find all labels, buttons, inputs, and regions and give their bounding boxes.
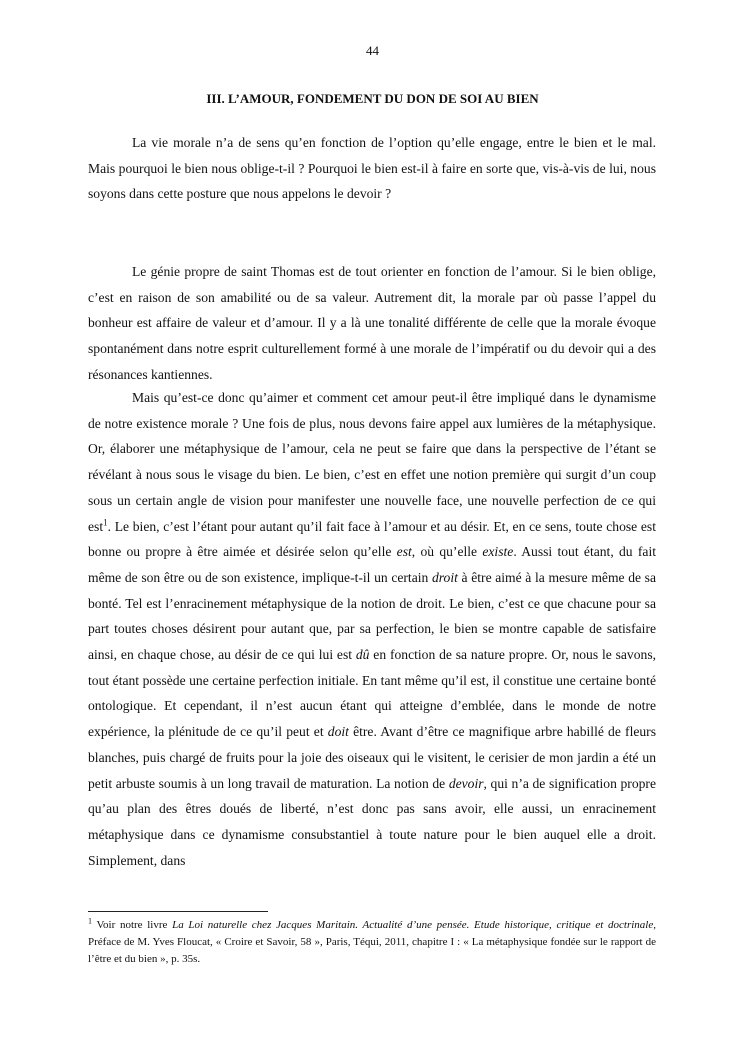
- emphasis-doit: doit: [327, 724, 349, 740]
- footnote-book-title: La Loi naturelle chez Jacques Maritain. Actualité d’une pensée. Etude historique, critique et doctrinale,: [172, 919, 656, 931]
- emphasis-droit: droit: [431, 569, 458, 585]
- paragraph-2: Le génie propre de saint Thomas est de tout orienter en fonction de l’amour. Si le bien oblige, c’est en raison de son amabilité ou de sa valeur. Autrement dit, la morale par où passe l’appel du bonheur est affaire de valeur et d’amour. Il y a là une tonalité différente de celle que la morale évoque spontanément dans notre esprit culturellement formé à une morale de l’impératif ou du devoir qui a des résonances kantiennes.: [88, 264, 656, 382]
- paragraph-3-text: en fonction de sa nature propre. Or, nous le savons, tout étant possède une certaine perfection initiale. En tant même qu’il est, il constitue une certaine bonté ontologique. Et cependant, il n’est aucun étant qui atteigne d’emblée, dans le monde de notre expérience, la plénitude de ce qu’il peut et: [88, 647, 657, 740]
- emphasis-devoir: devoir: [448, 775, 484, 791]
- paragraph-3-text: , où qu’elle: [411, 544, 483, 560]
- emphasis-du: dû: [355, 647, 370, 663]
- page-number: 44: [366, 43, 379, 58]
- paragraph-3-text: , qui n’a de signification propre qu’au plan des êtres doués de liberté, n’est donc pas sans avoir, elle aussi, un enracinement métaphysique dans ce dynamisme consubstantiel à toute nature pour le bien auquel elle a droit. Simplement, dans: [88, 775, 656, 868]
- emphasis-existe: existe: [482, 544, 514, 560]
- footnote-text: Voir notre livre: [92, 919, 173, 931]
- footnote-reference: 1: [103, 516, 108, 527]
- footnote-text: Préface de M. Yves Floucat, « Croire et Savoir, 58 », Paris, Téqui, 2011, chapitre I : « La métaphysique fondée sur le rapport de l’être et du bien », p. 35s.: [88, 936, 656, 965]
- paragraph-3-text: être. Avant d’être ce magnifique arbre habillé de fleurs blanches, puis chargé de fruits pour la joie des oiseaux qui le visitent, le cerisier de mon jardin a été un petit arbuste soumis à un long travail de maturation. La notion de: [88, 724, 656, 791]
- footnote-number: 1: [88, 916, 92, 926]
- paragraph-3-text: Mais qu’est-ce donc qu’aimer et comment cet amour peut-il être impliqué dans le dynamisme de notre existence morale ? Une fois de plus, nous devons faire appel aux lumières de la métaphysique. Or, élaborer une métaphysique de l’amour, cela ne peut se faire que dans la perspective de l’étant se révélant à nous sous le visage du bien. Le bien, c’est en effet une notion première qui surgit d’un coup sous un certain angle de vision pour manifester une nouvelle face, une nouvelle perfection de ce qui est: [88, 390, 656, 534]
- footnote-separator: [88, 911, 268, 912]
- paragraph-3: [88, 385, 656, 873]
- paragraph-3-text: à être aimé à la mesure même de sa bonté. Tel est l’enracinement métaphysique de la notion de droit. Le bien, c’est ce que chacune pour sa part toutes choses désirent pour autant que, par sa perfection, le bien se montre capable de satisfaire ainsi, en chaque chose, au désir de ce qui lui est: [88, 569, 657, 663]
- footnote: [88, 917, 656, 968]
- section-heading: III. L’AMOUR, FONDEMENT DU DON DE SOI AU BIEN: [206, 91, 539, 106]
- paragraph-3-text: . Aussi tout étant, du fait même de son être ou de son existence, implique-t-il un certain: [88, 544, 656, 585]
- paragraph-3-text: . Le bien, c’est l’étant pour autant qu’il fait face à l’amour et au désir. Et, en ce sens, toute chose est bonne ou propre à être aimée et désirée selon qu’elle: [88, 518, 656, 560]
- emphasis-est: est: [396, 544, 412, 560]
- paragraph-1: La vie morale n’a de sens qu’en fonction de l’option qu’elle engage, entre le bien et le mal. Mais pourquoi le bien nous oblige-t-il ? Pourquoi le bien est-il à faire en sorte que, vis-à-vis de lui, nous soyons dans cette posture que nous appelons le devoir ?: [88, 135, 656, 202]
